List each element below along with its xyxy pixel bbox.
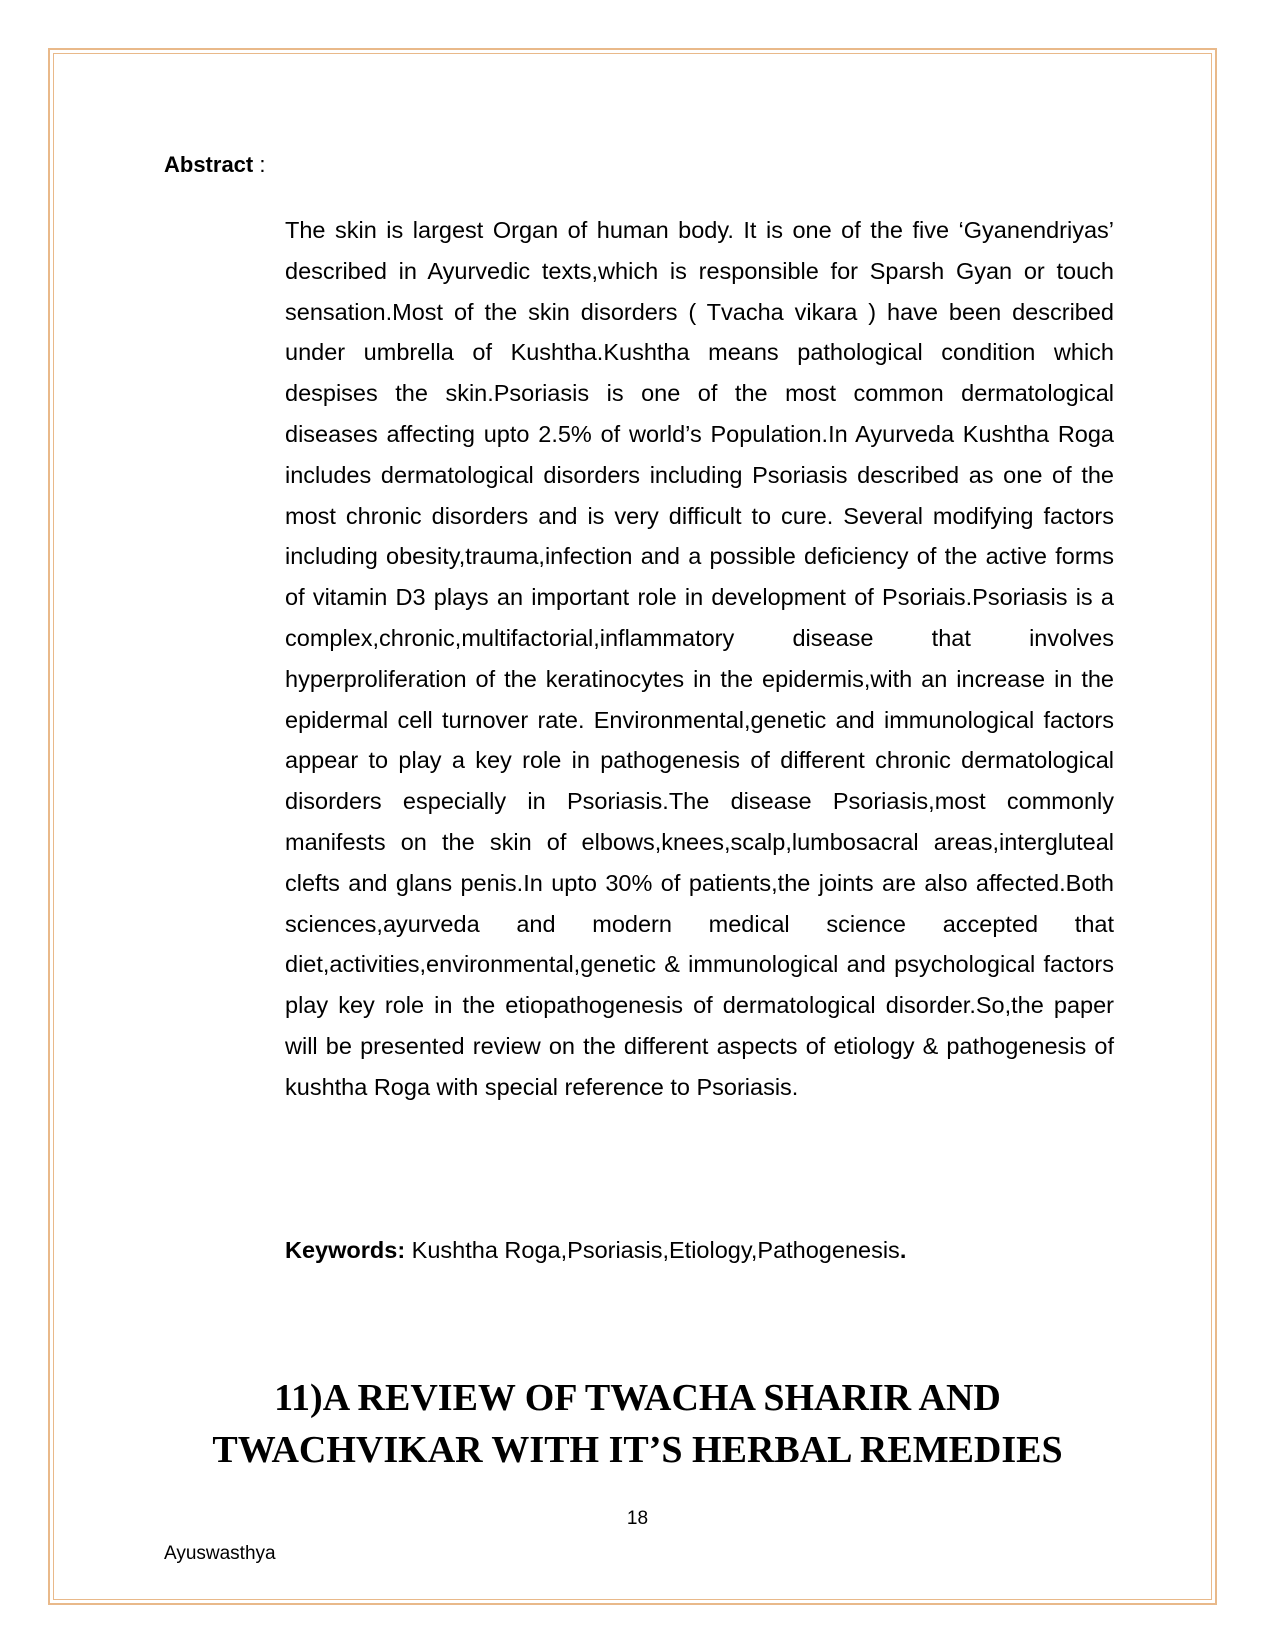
abstract-heading-suffix: : [253,152,266,177]
keywords-label: Keywords: [285,1237,406,1263]
abstract-heading [164,152,265,178]
page-number: 18 [626,1508,649,1529]
abstract-heading-label: Abstract [164,152,254,177]
keywords-value: Kushtha Roga,Psoriasis,Etiology,Pathogenesis [405,1237,900,1263]
keywords-end: . [899,1237,907,1263]
section-title-line-1: 11)A REVIEW OF TWACHA SHARIR AND [274,1377,1001,1419]
keywords [285,1230,906,1270]
abstract-body: The skin is largest Organ of human body. It is one of the five ‘Gyanendriyas’ described in Ayurvedic texts,which is responsible for Sparsh Gyan or touch sensation.Most of the skin disorders ( Tvacha vikara ) have been described under umbrella of Kushtha.Kushtha means pathological condition which despises the skin.Psoriasis is one of the most common dermatological diseases affecting upto 2.5% of world’s Population.In Ayurveda Kushtha Roga includes dermatological disorders including Psoriasis described as one of the most chronic disorders and is very difficult to cure. Several modifying factors including obesity,trauma,infection and a possible deficiency of the active forms of vitamin D3 plays an important role in development of Psoriais.Psoriasis is a complex,chronic,multifactorial,inflammatory disease that involves hyperproliferation of the keratinocytes in the epidermis,with an increase in the epidermal cell turnover rate. Environmental,genetic and immunological factors appear to play a key role in pathogenesis of different chronic dermatological disorders especially in Psoriasis.The disease Psoriasis,most commonly manifests on the skin of elbows,knees,scalp,lumbosacral areas,intergluteal clefts and glans penis.In upto 30% of patients,the joints are also affected.Both sciences,ayurveda and modern medical science accepted that diet,activities,environmental,genetic & immunological and psychological factors play key role in the etiopathogenesis of dermatological disorder.So,the paper will be presented review on the different aspects of etiology & pathogenesis of kushtha Roga with special reference to Psoriasis. [285,217,1114,1100]
section-title-line-2: TWACHVIKAR WITH IT’S HERBAL REMEDIES [212,1429,1063,1471]
footer-journal-name: Ayuswasthya [164,1543,276,1564]
section-title [100,1372,1175,1476]
